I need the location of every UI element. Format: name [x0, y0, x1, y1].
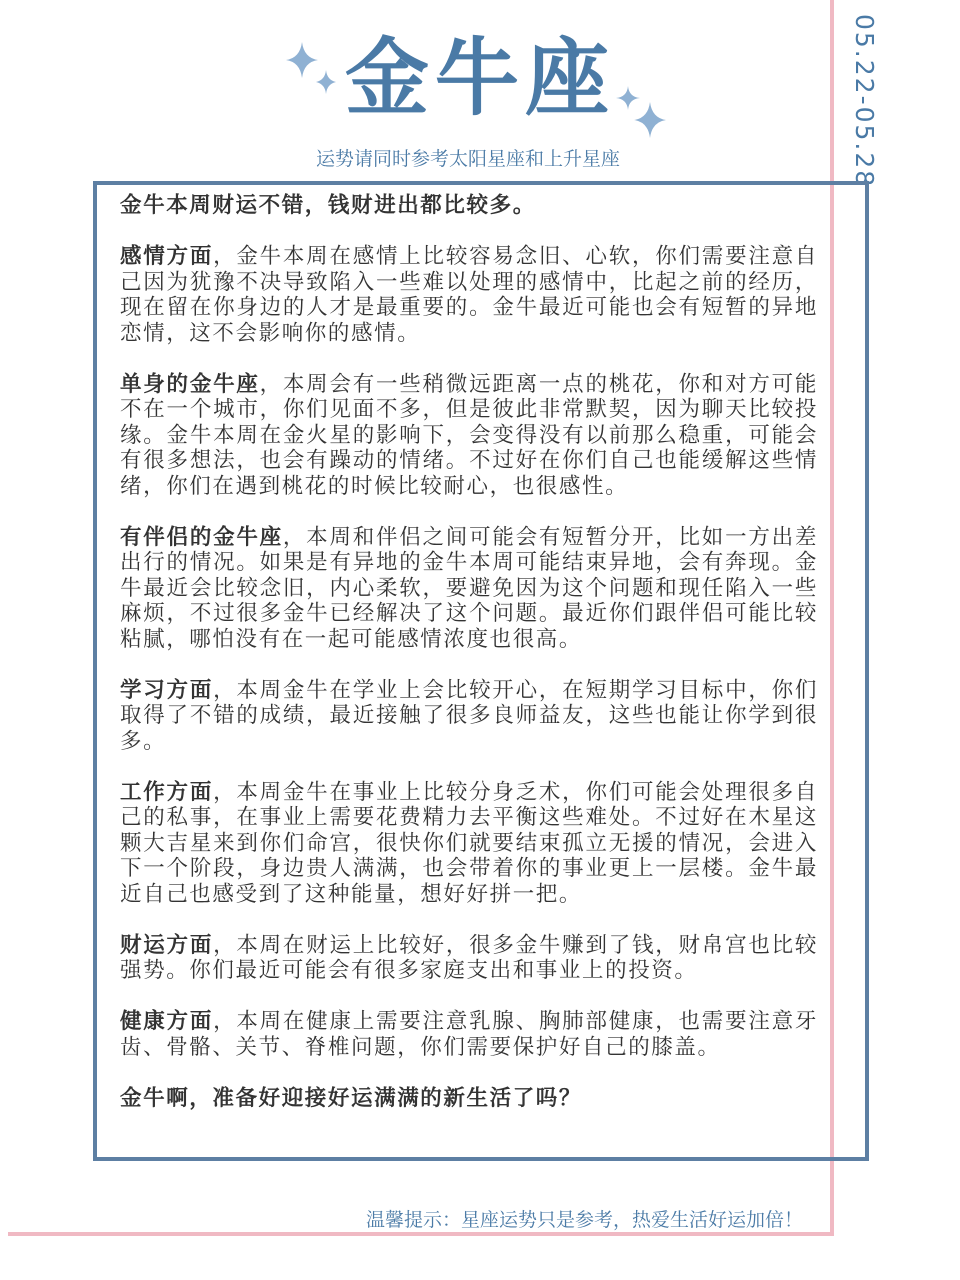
sparkle-icon [282, 40, 342, 100]
section-text: ，本周金牛在学业上会比较开心，在短期学习目标中，你们取得了不错的成绩，最近接触了很多良师益友，这些也能让你学到很多。 [120, 677, 818, 754]
footer-tip: 温馨提示：星座运势只是参考，热爱生活好运加倍！ [366, 1209, 804, 1231]
sparkle-icon [612, 84, 672, 144]
page-title: 金牛座 [344, 29, 615, 127]
intro-text: 金牛本周财运不错，钱财进出都比较多。 [120, 193, 536, 218]
section-single [120, 372, 818, 500]
section-text: ，本周在健康上需要注意乳腺、胸肺部健康，也需要注意牙齿、骨骼、关节、脊椎问题，你们需要保护好自己的膝盖。 [120, 1009, 818, 1060]
section-love [120, 244, 818, 346]
closing-text: 金牛啊，准备好迎接好运满满的新生活了吗？ [120, 1085, 583, 1111]
section-health [120, 1009, 818, 1060]
section-partnered [120, 525, 818, 653]
section-heading: 单身的金牛座 [120, 371, 260, 397]
section-work [120, 780, 818, 908]
section-heading: 学习方面 [120, 677, 214, 703]
section-text: ，本周会有一些稍微远距离一点的桃花，你和对方可能不在一个城市，你们见面不多，但是彼此非常默契，因为聊天比较投缘。金牛本周在金火星的影响下，会变得没有以前那么稳重，可能会有很多想法，也会有躁动的情绪。不过好在你们自己也能缓解这些情绪，你们在遇到桃花的时候比较耐心，也很感性。 [120, 371, 818, 499]
section-study [120, 678, 818, 755]
section-heading: 健康方面 [120, 1009, 214, 1034]
date-range: 05.22-05.28 [850, 14, 879, 189]
subtitle: 运势请同时参考太阳星座和上升星座 [315, 148, 620, 170]
horoscope-content [120, 193, 818, 1137]
section-heading: 工作方面 [120, 779, 214, 805]
section-wealth [120, 933, 818, 984]
section-text: ，本周在财运上比较好，很多金牛赚到了钱，财帛宫也比较强势。你们最近可能会有很多家庭支出和事业上的投资。 [120, 932, 818, 983]
section-heading: 财运方面 [120, 932, 214, 958]
section-heading: 有伴侣的金牛座 [120, 524, 283, 550]
section-text: ，金牛本周在感情上比较容易念旧、心软，你们需要注意自己因为犹豫不决导致陷入一些难以处理的感情中，比起之前的经历，现在留在你身边的人才是最重要的。金牛最近可能也会有短暂的异地恋情，这不会影响你的感情。 [120, 244, 818, 346]
section-text: ，本周金牛在事业上比较分身乏术，你们可能会处理很多自己的私事，在事业上需要花费精力去平衡这些难处。不过好在木星这颗大吉星来到你们命宫，很快你们就要结束孤立无援的情况，会进入下一个阶段，身边贵人满满，也会带着你的事业更上一层楼。金牛最近自己也感受到了这种能量，想好好拼一把。 [120, 779, 818, 907]
section-heading: 感情方面 [120, 244, 214, 269]
section-text: ，本周和伴侣之间可能会有短暂分开，比如一方出差出行的情况。如果是有异地的金牛本周可能结束异地，会有奔现。金牛最近会比较念旧，内心柔软，要避免因为这个问题和现任陷入一些麻烦，不过很多金牛已经解决了这个问题。最近你们跟伴侣可能比较粘腻，哪怕没有在一起可能感情浓度也很高。 [120, 524, 818, 652]
pink-horizontal-line [8, 1232, 834, 1236]
